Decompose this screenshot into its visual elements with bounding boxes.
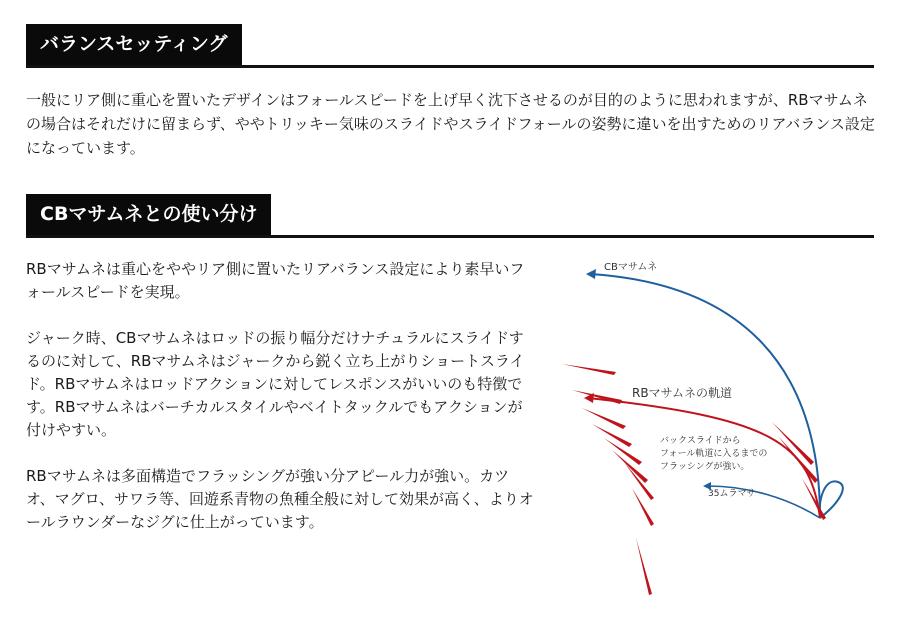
cb-arrowhead: [586, 269, 596, 279]
flash-streak: [562, 364, 616, 375]
flash-streak: [624, 462, 654, 500]
comparison-paragraph-1: RBマサムネは重心をややリア側に置いたリアバランス設定により素早いフォールスピードを実現。: [26, 260, 525, 301]
flash-note-line3: フラッシングが強い。: [660, 462, 750, 472]
comparison-text-column: [26, 258, 536, 557]
section-header-balance: [26, 24, 874, 68]
flash-streak: [572, 390, 622, 404]
flash-note-line2: フォール軌道に入るまでの: [660, 449, 768, 459]
cb-label: CBマサムネ: [604, 262, 658, 273]
comparison-paragraph-3: RBマサムネは多面構造でフラッシングが強い分アピール力が強い。カツオ、マグロ、サワラ等、回遊系青物の魚種全般に対して効果が高く、よりオールラウンダーなジグに仕上がっています。: [26, 467, 534, 531]
flash-streak: [632, 488, 654, 526]
flash-note-line1: バックスライドから: [660, 436, 741, 446]
cb-bottom-loop: [820, 481, 843, 518]
flash-streak: [582, 408, 626, 429]
flash-streak: [636, 538, 652, 595]
section-title-comparison: CBマサムネとの使い分け: [26, 194, 271, 235]
section-title-balance: バランスセッティング: [26, 24, 242, 65]
rb-label: RBマサムネの軌道: [632, 386, 732, 400]
trajectory-diagram: [548, 248, 858, 608]
balance-paragraph: 一般にリア側に重心を置いたデザインはフォールスピードを上げ早く沈下させるのが目的のように思われますが、RBマサムネの場合はそれだけに留まらず、ややトリッキー気味のスライドやスライドフォールの姿勢に違いを出すためのリアバランス設定になっています。: [26, 91, 875, 157]
comparison-paragraph-2: ジャーク時、CBマサムネはロッドの振り幅分だけナチュラルにスライドするのに対して、RBマサムネはジャークから鋭く立ち上がりショートスライド。RBマサムネはロッドアクションに対してレスポンスがいいのも特徴です。RBマサムネはバーチカルスタイルやベイトタックルでもアクションが付けやすい。: [26, 329, 525, 439]
section-header-comparison: [26, 194, 874, 238]
murasama-label: 35ムラマサ: [708, 489, 756, 499]
